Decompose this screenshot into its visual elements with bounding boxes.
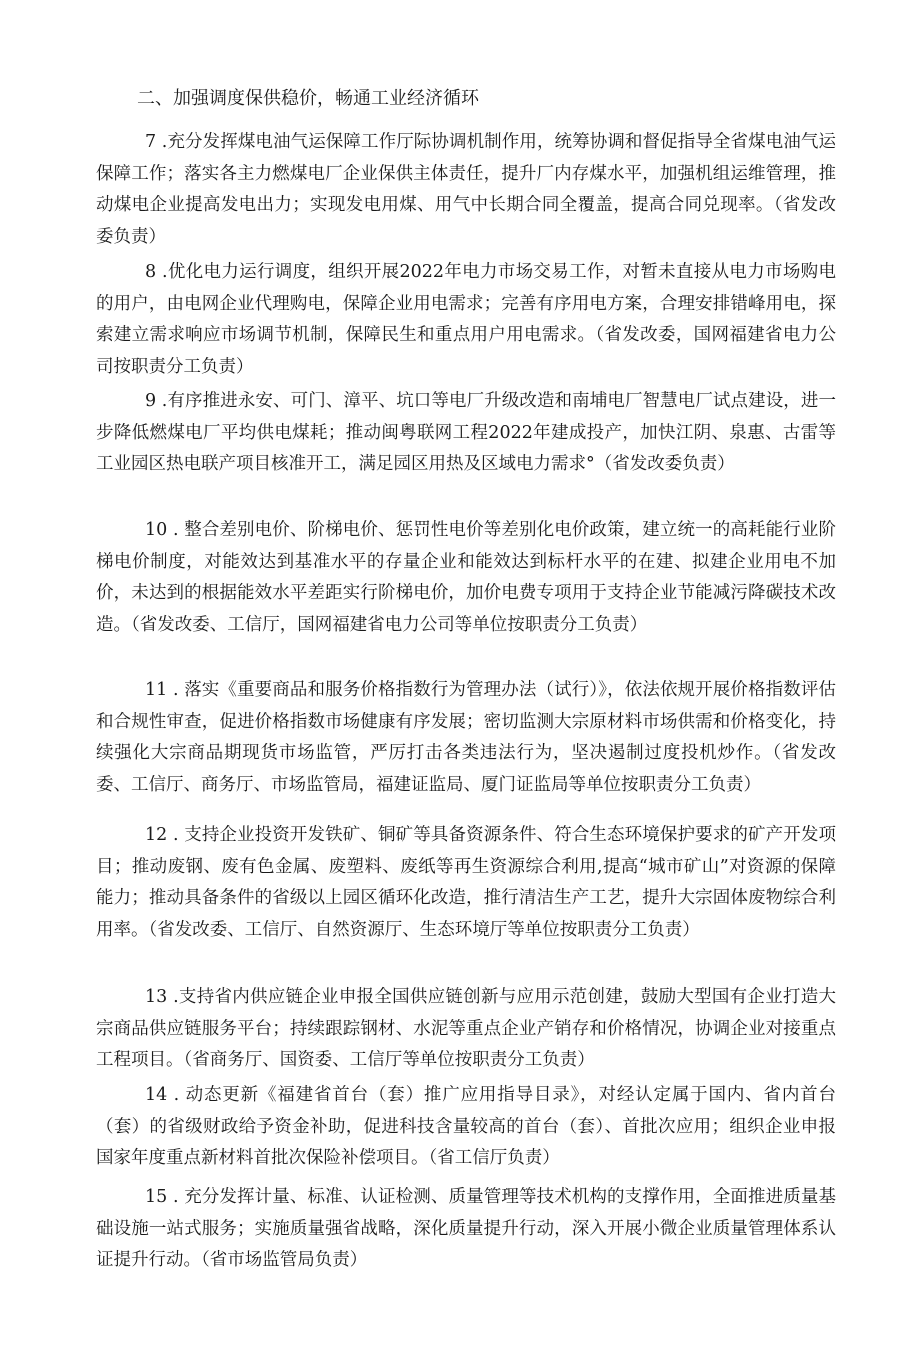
paragraph-12: 12 . 支持企业投资开发铁矿、铜矿等具备资源条件、符合生态环境保护要求的矿产开发项目；推动废钢、废有色金属、废塑料、废纸等再生资源综合利用,提高“城市矿山”对资源的保障能力；推动具备条件的省级以上园区循环化改造，推行清洁生产工艺，提升大宗固体废物综合利用率。（省发改委、工信厅、自然资源厅、生态环境厅等单位按职责分工负责） [96, 825, 836, 940]
paragraph-9: 9 .有序推进永安、可门、漳平、坑口等电厂升级改造和南埔电厂智慧电厂试点建设，进一步降低燃煤电厂平均供电煤耗；推动闽粤联网工程2022年建成投产，加快江阴、泉惠、古雷等工业园区热电联产项目核准开工，满足园区用热及区域电力需求°（省发改委负责） [96, 391, 836, 474]
paragraph-7: 7 .充分发挥煤电油气运保障工作厅际协调机制作用，统筹协调和督促指导全省煤电油气运保障工作；落实各主力燃煤电厂企业保供主体责任，提升厂内存煤水平，加强机组运维管理，推动煤电企业提高发电出力；实现发电用煤、用气中长期合同全覆盖，提高合同兑现率。（省发改委负责） [96, 132, 836, 247]
paragraph-14: 14 . 动态更新《福建省首台（套）推广应用指导目录》，对经认定属于国内、省内首台（套）的省级财政给予资金补助，促进科技含量较高的首台（套）、首批次应用；组织企业申报国家年度重点新材料首批次保险补偿项目。（省工信厅负责） [96, 1085, 836, 1168]
paragraph-8: 8 .优化电力运行调度，组织开展2022年电力市场交易工作，对暂未直接从电力市场购电的用户，由电网企业代理购电，保障企业用电需求；完善有序用电方案，合理安排错峰用电，探索建立需求响应市场调节机制，保障民生和重点用户用电需求。（省发改委，国网福建省电力公司按职责分工负责） [96, 262, 836, 377]
paragraph-13: 13 .支持省内供应链企业申报全国供应链创新与应用示范创建，鼓励大型国有企业打造大宗商品供应链服务平台；持续跟踪钢材、水泥等重点企业产销存和价格情况，协调企业对接重点工程项目。（省商务厅、国资委、工信厅等单位按职责分工负责） [96, 987, 836, 1070]
paragraph-11: 11 . 落实《重要商品和服务价格指数行为管理办法（试行）》，依法依规开展价格指数评估和合规性审查，促进价格指数市场健康有序发展；密切监测大宗原材料市场供需和价格变化，持续强化大宗商品期现货市场监管，严厉打击各类违法行为，坚决遏制过度投机炒作。（省发改委、工信厅、商务厅、市场监管局，福建证监局、厦门证监局等单位按职责分工负责） [96, 680, 836, 795]
paragraph-15: 15 . 充分发挥计量、标准、认证检测、质量管理等技术机构的支撑作用，全面推进质量基础设施一站式服务；实施质量强省战略，深化质量提升行动，深入开展小微企业质量管理体系认证提升行动。（省市场监管局负责） [96, 1187, 836, 1270]
section-heading: 二、加强调度保供稳价，畅通工业经济循环 [137, 88, 479, 109]
paragraph-10: 10 . 整合差别电价、阶梯电价、惩罚性电价等差别化电价政策，建立统一的高耗能行业阶梯电价制度，对能效达到基准水平的存量企业和能效达到标杆水平的在建、拟建企业用电不加价，未达到的根据能效水平差距实行阶梯电价，加价电费专项用于支持企业节能减污降碳技术改造。（省发改委、工信厅，国网福建省电力公司等单位按职责分工负责） [96, 520, 836, 635]
